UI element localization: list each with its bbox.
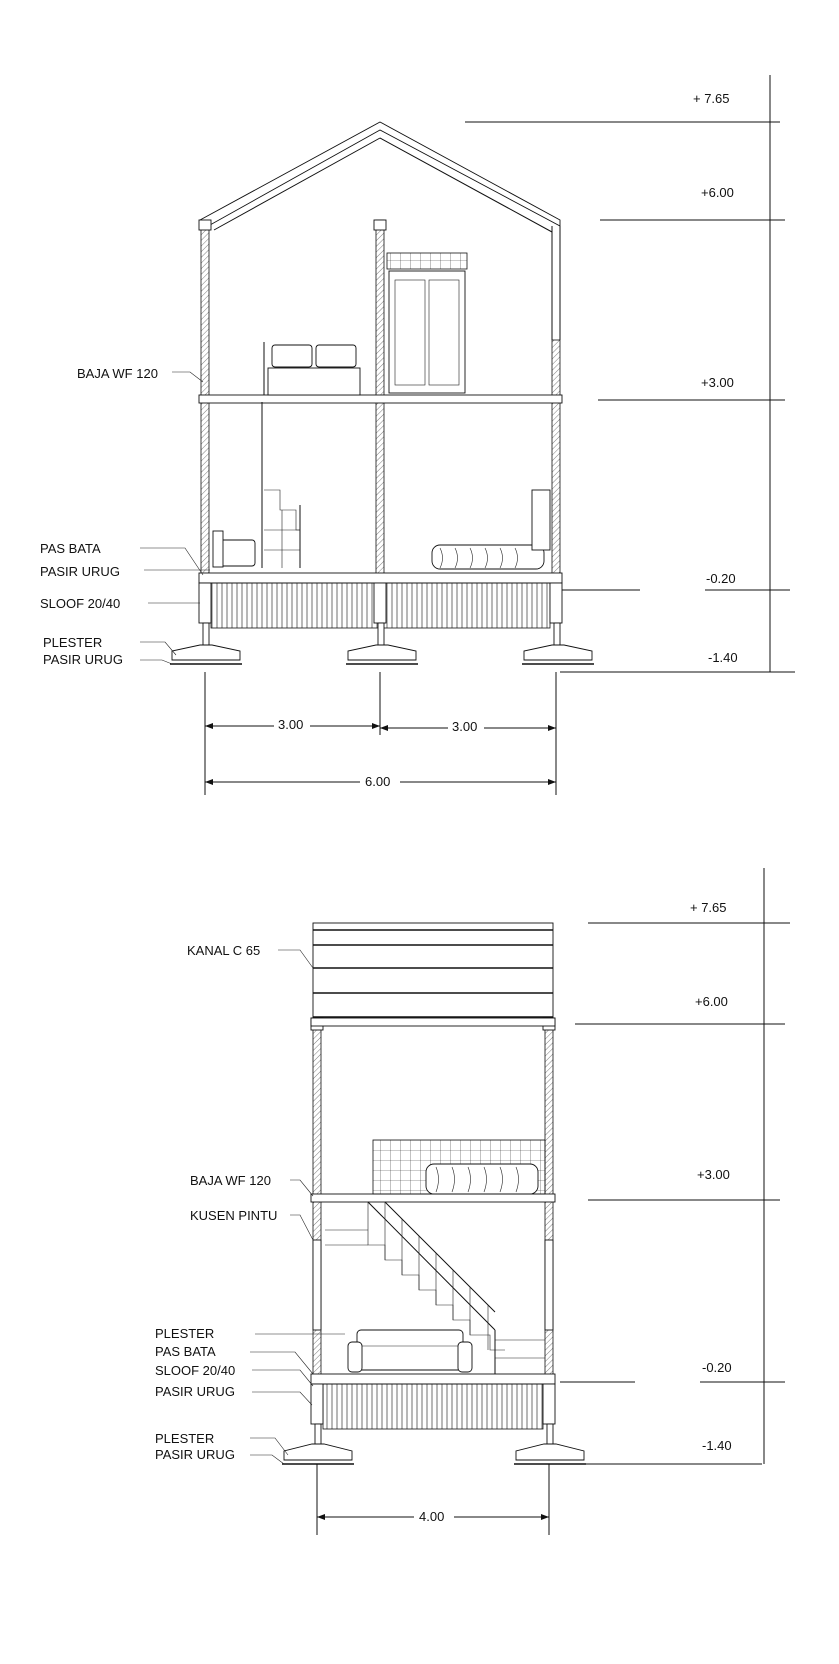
- stair-a: [262, 402, 300, 568]
- label-a-sloof: SLOOF 20/40: [40, 596, 121, 611]
- level-a-765: + 7.65: [693, 91, 730, 106]
- foundation-a: [170, 573, 594, 664]
- bed-upper-b: [373, 1140, 545, 1194]
- chair-a: [213, 531, 255, 567]
- label-a-pas-bata: PAS BATA: [40, 541, 101, 556]
- section-a: [140, 75, 795, 795]
- dim-b-total: 4.00: [419, 1509, 445, 1524]
- roof-slab-b: [311, 1018, 555, 1026]
- dimensions-b: [317, 1464, 549, 1535]
- label-b-kanal: KANAL C 65: [187, 943, 261, 958]
- label-b-plester-2: PLESTER: [155, 1431, 215, 1446]
- label-a-pasir-urug: PASIR URUG: [40, 564, 120, 579]
- dim-a-right: 3.00: [452, 719, 478, 734]
- level-b-300: +3.00: [697, 1167, 730, 1182]
- label-b-plester: PLESTER: [155, 1326, 215, 1341]
- label-a-pasir-urug-2: PASIR URUG: [43, 652, 123, 667]
- label-b-kusen: KUSEN PINTU: [190, 1208, 278, 1223]
- bed-ground-a: [432, 490, 550, 569]
- level-a-m140: -1.40: [708, 650, 738, 665]
- label-b-pas-bata: PAS BATA: [155, 1344, 216, 1359]
- level-lines-b: [560, 868, 790, 1464]
- section-b: [250, 868, 790, 1535]
- dim-a-total: 6.00: [365, 774, 391, 789]
- parapet-b: [313, 923, 553, 1023]
- label-b-pasir-urug: PASIR URUG: [155, 1384, 235, 1399]
- dim-a-left: 3.00: [278, 717, 304, 732]
- bed-upper-a: [264, 342, 360, 395]
- label-b-pasir-urug-2: PASIR URUG: [155, 1447, 235, 1462]
- foundation-b: [282, 1374, 586, 1464]
- label-a-plester: PLESTER: [43, 635, 103, 650]
- level-a-m020: -0.20: [706, 571, 736, 586]
- wardrobe-upper-a: [387, 253, 467, 393]
- level-b-765: + 7.65: [690, 900, 727, 915]
- level-a-600: +6.00: [701, 185, 734, 200]
- sofa-b: [348, 1330, 472, 1372]
- label-b-baja: BAJA WF 120: [190, 1173, 271, 1188]
- level-a-300: +3.00: [701, 375, 734, 390]
- floor-slab-b: [311, 1194, 555, 1202]
- level-b-m020: -0.20: [702, 1360, 732, 1375]
- floor-slab-a: [199, 395, 562, 403]
- level-b-m140: -1.40: [702, 1438, 732, 1453]
- label-a-baja: BAJA WF 120: [77, 366, 158, 381]
- level-b-600: +6.00: [695, 994, 728, 1009]
- label-b-sloof: SLOOF 20/40: [155, 1363, 236, 1378]
